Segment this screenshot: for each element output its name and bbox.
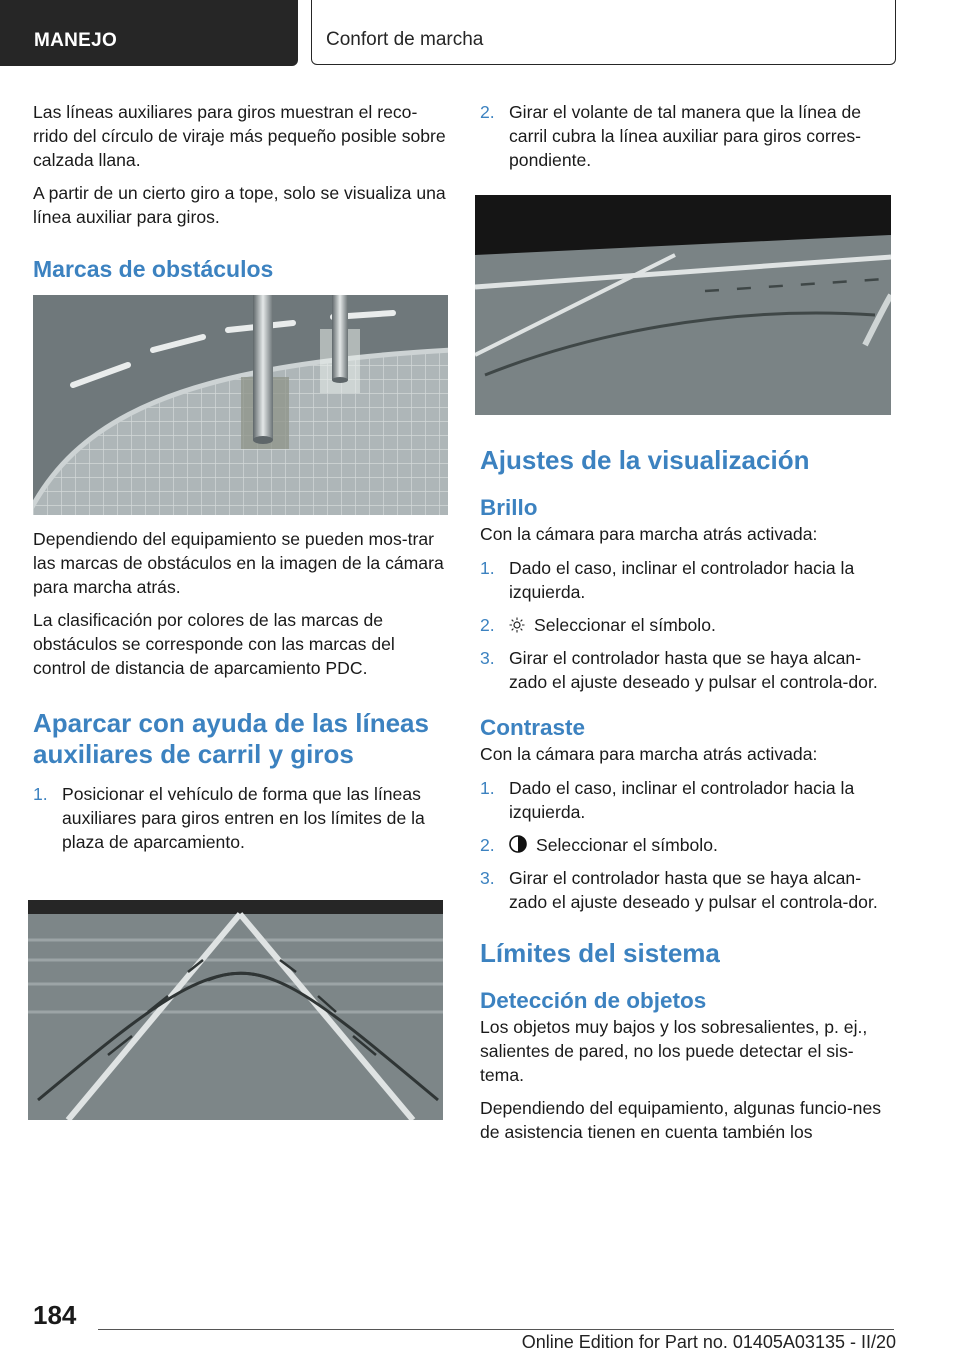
list-item: 1. Posicionar el vehículo de forma que las líneas auxiliares para giros entren en los límites de la plaza de aparcamiento. xyxy=(33,784,425,852)
list-item: 3. Girar el controlador hasta que se haya alcan-zado el ajuste deseado y pulsar el controla-dor. xyxy=(480,868,878,912)
list-item: 1. Dado el caso, inclinar el controlador hacia la izquierda. xyxy=(480,558,855,602)
header-chapter-tab xyxy=(311,0,896,65)
lane-lines-image xyxy=(475,195,891,415)
left-column xyxy=(33,100,451,863)
heading-deteccion: Detección de objetos xyxy=(480,988,707,1013)
heading-limites: Límites del sistema xyxy=(480,938,720,968)
paragraph: Con la cámara para marcha atrás activada: xyxy=(480,744,818,764)
list-item: 3. Girar el controlador hasta que se haya alcan-zado el ajuste deseado y pulsar el controla-dor. xyxy=(480,648,878,692)
heading-marcas: Marcas de obstáculos xyxy=(33,256,274,282)
paragraph: Las líneas auxiliares para giros muestran el reco-rrido del círculo de viraje más pequeño posible sobre calzada llana. xyxy=(33,102,446,170)
contrast-icon xyxy=(509,835,527,853)
steps-list xyxy=(480,100,895,172)
header-chapter: Confort de marcha xyxy=(326,29,484,50)
list-item: 2. Seleccionar el símbolo. xyxy=(480,835,718,855)
page-number: 184 xyxy=(33,1300,77,1330)
list-item: 2. Girar el volante de tal manera que la línea de carril cubra la línea auxiliar para giros corres-pondiente. xyxy=(480,102,862,170)
parking-lines-image xyxy=(28,900,443,1120)
list-item: 2. Seleccionar el símbolo. xyxy=(480,615,716,635)
brightness-icon xyxy=(509,617,525,633)
paragraph: A partir de un cierto giro a tope, solo se visualiza una línea auxiliar para giros. xyxy=(33,183,446,227)
heading-contraste: Contraste xyxy=(480,715,586,740)
right-column-lower xyxy=(480,445,895,1153)
paragraph: La clasificación por colores de las marcas de obstáculos se corresponde con las marcas del control de distancia de aparcamiento PDC. xyxy=(33,610,395,678)
footer-divider xyxy=(98,1329,894,1330)
list-item: 1. Dado el caso, inclinar el controlador hacia la izquierda. xyxy=(480,778,855,822)
heading-aparcar: Aparcar con ayuda de las líneas auxiliares de carril y giros xyxy=(33,708,429,769)
header-section-tab xyxy=(0,0,298,66)
heading-brillo: Brillo xyxy=(480,495,538,520)
brillo-steps xyxy=(480,556,895,694)
edition-footer: Online Edition for Part no. 01405A03135 - II/20 xyxy=(521,1332,896,1352)
header-section: MANEJO xyxy=(34,30,118,51)
steps-list xyxy=(33,782,451,854)
contraste-steps xyxy=(480,776,895,914)
paragraph: Dependiendo del equipamiento, algunas funcio-nes de asistencia tienen en cuenta también los xyxy=(480,1098,882,1142)
heading-ajustes: Ajustes de la visualización xyxy=(480,445,810,475)
obstacle-marks-image xyxy=(33,295,448,515)
paragraph: Con la cámara para marcha atrás activada: xyxy=(480,524,818,544)
right-column xyxy=(480,100,895,181)
paragraph: Dependiendo del equipamiento se pueden mos-trar las marcas de obstáculos en la imagen de la cámara para marcha atrás. xyxy=(33,529,444,597)
paragraph: Los objetos muy bajos y los sobresalientes, p. ej., salientes de pared, no los puede detectar el sis-tema. xyxy=(480,1017,868,1085)
